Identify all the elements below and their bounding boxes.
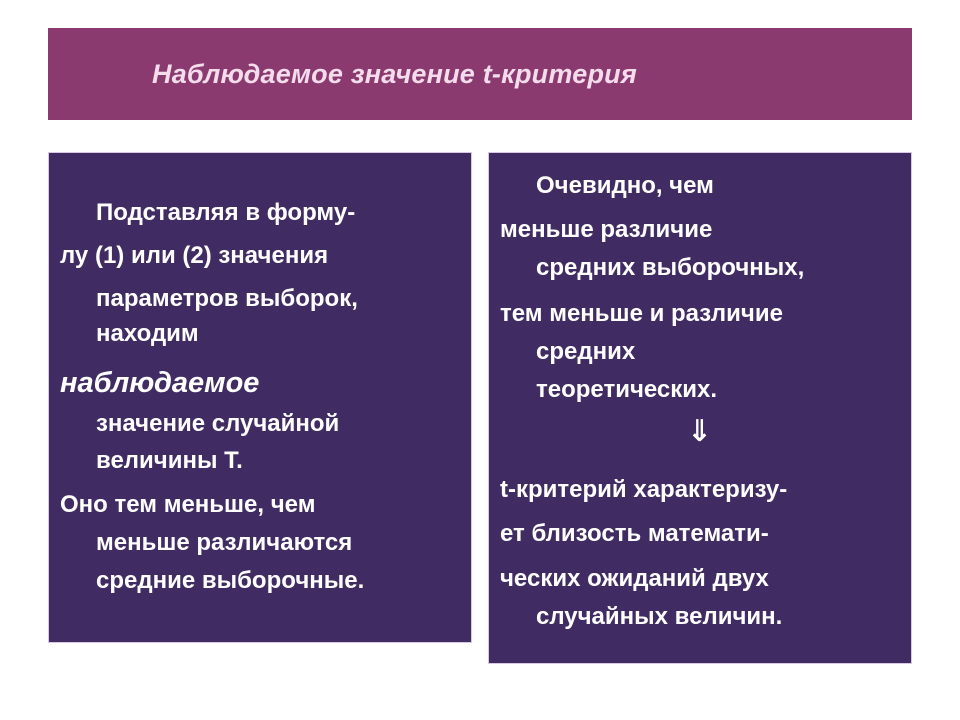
left-line-6: значение случайной xyxy=(96,410,340,437)
right-line-1: Очевидно, чем xyxy=(536,172,714,199)
right-text-panel xyxy=(488,152,912,664)
right-line-4: тем меньше и различие xyxy=(500,300,783,327)
left-text-panel xyxy=(48,152,472,643)
slide-title-bar xyxy=(48,28,912,120)
right-conclusion-line-4: случайных величин. xyxy=(536,603,783,630)
right-conclusion-line-3: ческих ожиданий двух xyxy=(500,565,769,592)
right-line-3: средних выборочных, xyxy=(536,254,805,281)
left-line-4: находим xyxy=(96,320,199,347)
slide-title: Наблюдаемое значение t-критерия xyxy=(152,58,637,89)
right-line-6: теоретических. xyxy=(536,376,718,403)
right-conclusion-line-2: ет близость математи- xyxy=(500,520,769,547)
left-line-9: меньше различаются xyxy=(96,529,353,556)
left-line-2: лу (1) или (2) значения xyxy=(60,242,329,269)
left-line-5-emphasis: наблюдаемое xyxy=(60,367,260,399)
left-line-10: средние выборочные. xyxy=(96,567,365,594)
left-line-3: параметров выборок, xyxy=(96,285,358,312)
left-line-8: Оно тем меньше, чем xyxy=(60,491,316,518)
down-double-arrow-icon: ⇓ xyxy=(687,415,713,448)
right-line-2: меньше различие xyxy=(500,216,713,243)
left-line-1: Подставляя в форму- xyxy=(96,199,356,226)
right-conclusion-line-1: t-критерий характеризу- xyxy=(500,476,788,503)
left-line-7: величины Т. xyxy=(96,447,243,474)
right-line-5: средних xyxy=(536,338,636,365)
